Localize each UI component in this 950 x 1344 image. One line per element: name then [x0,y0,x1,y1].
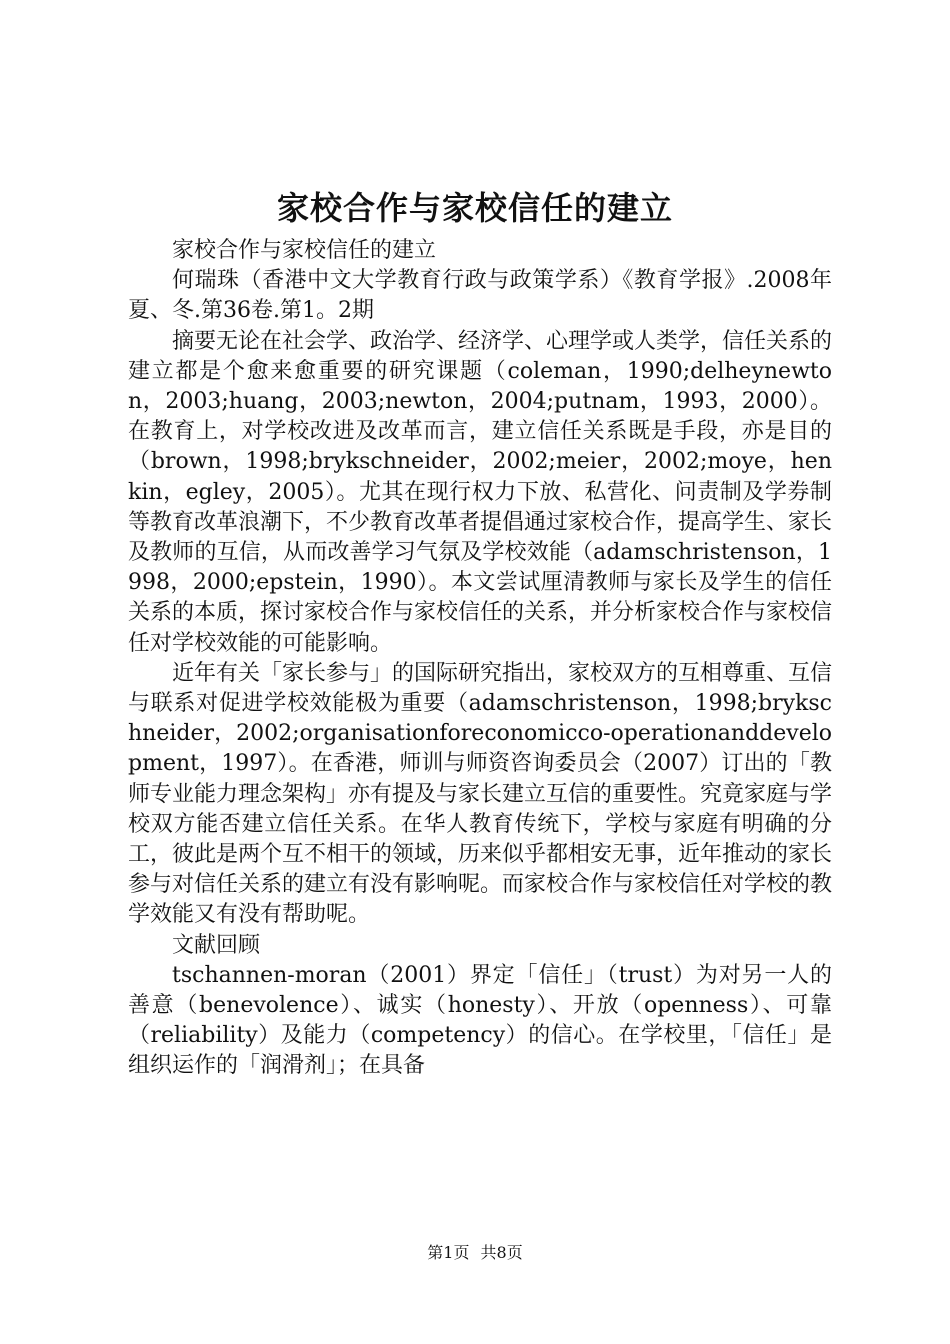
page-total: 共8页 [480,1243,523,1262]
body-paragraph: 近年有关「家长参与」的国际研究指出，家校双方的互相尊重、互信与联系对促进学校效能极为重要（adamschristenson，1998;brykschneider，2002;organisationforeconomicco-operationanddevelopment，1997）。在香港，师训与师资咨询委员会（2007）订出的「教师专业能力理念架构」亦有提及与家长建立互信的重要性。究竟家庭与学校双方能否建立信任关系。在华人教育传统下，学校与家庭有明确的分工，彼此是两个互不相干的领域，历来似乎都相安无事，近年推动的家长参与对信任关系的建立有没有影响呢。而家校合作与家校信任对学校的教学效能又有没有帮助呢。 [128,660,833,928]
abstract-paragraph: 摘要无论在社会学、政治学、经济学、心理学或人类学，信任关系的建立都是个愈来愈重要的研究课题（coleman，1990;delheynewton，2003;huang，2003;newton，2004;putnam，1993，2000）。在教育上，对学校改进及改革而言，建立信任关系既是手段，亦是目的（brown，1998;brykschneider，2002;meier，2002;moye，henkin，egley，2005）。尤其在现行权力下放、私营化、问责制及学券制等教育改革浪潮下，不少教育改革者提倡通过家校合作，提高学生、家长及教师的互信，从而改善学习气氛及学校效能（adamschristenson，1998，2000;epstein，1990）。本文尝试厘清教师与家长及学生的信任关系的本质，探讨家校合作与家校信任的关系，并分析家校合作与家校信任对学校效能的可能影响。 [128,328,833,656]
section-heading-literature-review: 文献回顾 [172,932,261,958]
page-footer [0,1242,950,1264]
page-number: 第1页 [427,1243,470,1262]
body-paragraph: tschannen-moran（2001）界定「信任」（trust）为对另一人的善意（benevolence）、诚实（honesty）、开放（openness）、可靠（reliability）及能力（competency）的信心。在学校里，「信任」是组织运作的「润滑剂」；在具备 [128,962,832,1079]
subtitle-paragraph: 家校合作与家校信任的建立 [172,238,437,263]
document-body [128,236,832,1082]
document-title: 家校合作与家校信任的建立 [276,189,673,227]
author-citation-paragraph: 何瑞珠（香港中文大学教育行政与政策学系）《教育学报》.2008年夏、冬.第36卷.第1。2期 [128,268,832,324]
